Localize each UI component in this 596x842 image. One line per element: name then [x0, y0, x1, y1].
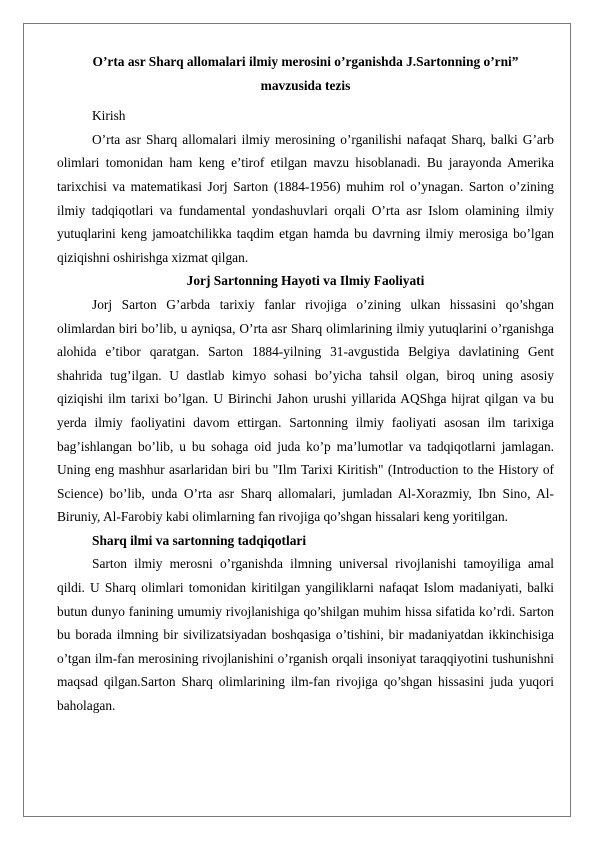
document-title	[57, 50, 554, 97]
biography-paragraph: Jorj Sarton G’arbda tarixiy fanlar rivojiga o’zining ulkan hissasini qo’shgan olimlardan biri bo’lib, u ayniqsa, O’rta asr Sharq olimlarining ilmiy yutuqlarini o’rganishga alohida e’tibor qaratgan. Sarton 1884-yilning 31-avgustida Belgiya davlatining Gent shahrida tug’ilgan. U dastlab kimyo sohasi bo’yicha tahsil olgan, biroq uning asosiy qiziqishi ilm tarixi bo’lgan. U Birinchi Jahon urushi yillarida AQShga hijrat qilgan va bu yerda ilmiy faoliyatini davom ettirgan. Sartonning ilmiy faoliyati asosan ilm tarixiga bag’ishlangan bo’lib, u bu sohaga oid juda ko’p ma’lumotlar va tadqiqotlarni jamlagan. Uning eng mashhur asarlaridan biri bu "Ilm Tarixi Kiritish" (Introduction to the History of Science) bo’lib, unda O’rta asr Sharq allomalari, jumladan Al-Xorazmiy, Ibn Sino, Al-Biruniy, Al-Farobiy kabi olimlarning fan rivojiga qo’shgan hissalari keng yoritilgan.	[57, 296, 554, 525]
intro-paragraph: O’rta asr Sharq allomalari ilmiy merosining o’rganilishi nafaqat Sharq, balki G’arb olimlari tomonidan ham keng e’tirof etilgan mavzu hisoblanadi. Bu jarayonda Amerika tarixchisi va matematikasi Jorj Sarton (1884-1956) muhim rol o’ynagan. Sarton o’zining ilmiy tadqiqotlari va fundamental yondashuvlari orqali O’rta asr Islom olamining ilmiy yutuqlarini keng jamoatchilikka taqdim etgan hamda bu davrning ilmiy merosiga bo’lgan qiziqishni oshirishga xizmat qilgan.	[57, 131, 554, 265]
title-line-2: mavzusida tezis	[260, 77, 351, 93]
section-heading-eastern-science: Sharq ilmi va sartonning tadqiqotlari	[92, 532, 307, 548]
eastern-science-paragraph: Sarton ilmiy merosni o’rganishda ilmning universal rivojlanishi tamoyiliga amal qildi. U Sharq olimlari tomonidan kiritilgan yangiliklarni nafaqat Islom madaniyati, balki butun dunyo fanining umumiy rivojlanishiga qo’shilgan muhim hissa sifatida ko’rdi. Sarton bu borada ilmning bir sivilizatsiyadan boshqasiga o’tishini, bir madaniyatdan ikkinchisiga o’tgan ilm-fan merosining rivojlanishini o’rganish orqali insoniyat taraqqiyotini tushunishni maqsad qilgan.Sarton Sharq olimlarining ilm-fan rivojiga qo’shgan hissasini juda yuqori baholagan.	[57, 556, 554, 714]
section-heading-biography: Jorj Sartonning Hayoti va Ilmiy Faoliyati	[186, 273, 425, 289]
intro-label: Kirish	[92, 108, 126, 124]
document-body	[57, 50, 554, 718]
title-line-1: O’rta asr Sharq allomalari ilmiy merosini o’rganishda J.Sartonning o’rni”	[92, 54, 519, 69]
